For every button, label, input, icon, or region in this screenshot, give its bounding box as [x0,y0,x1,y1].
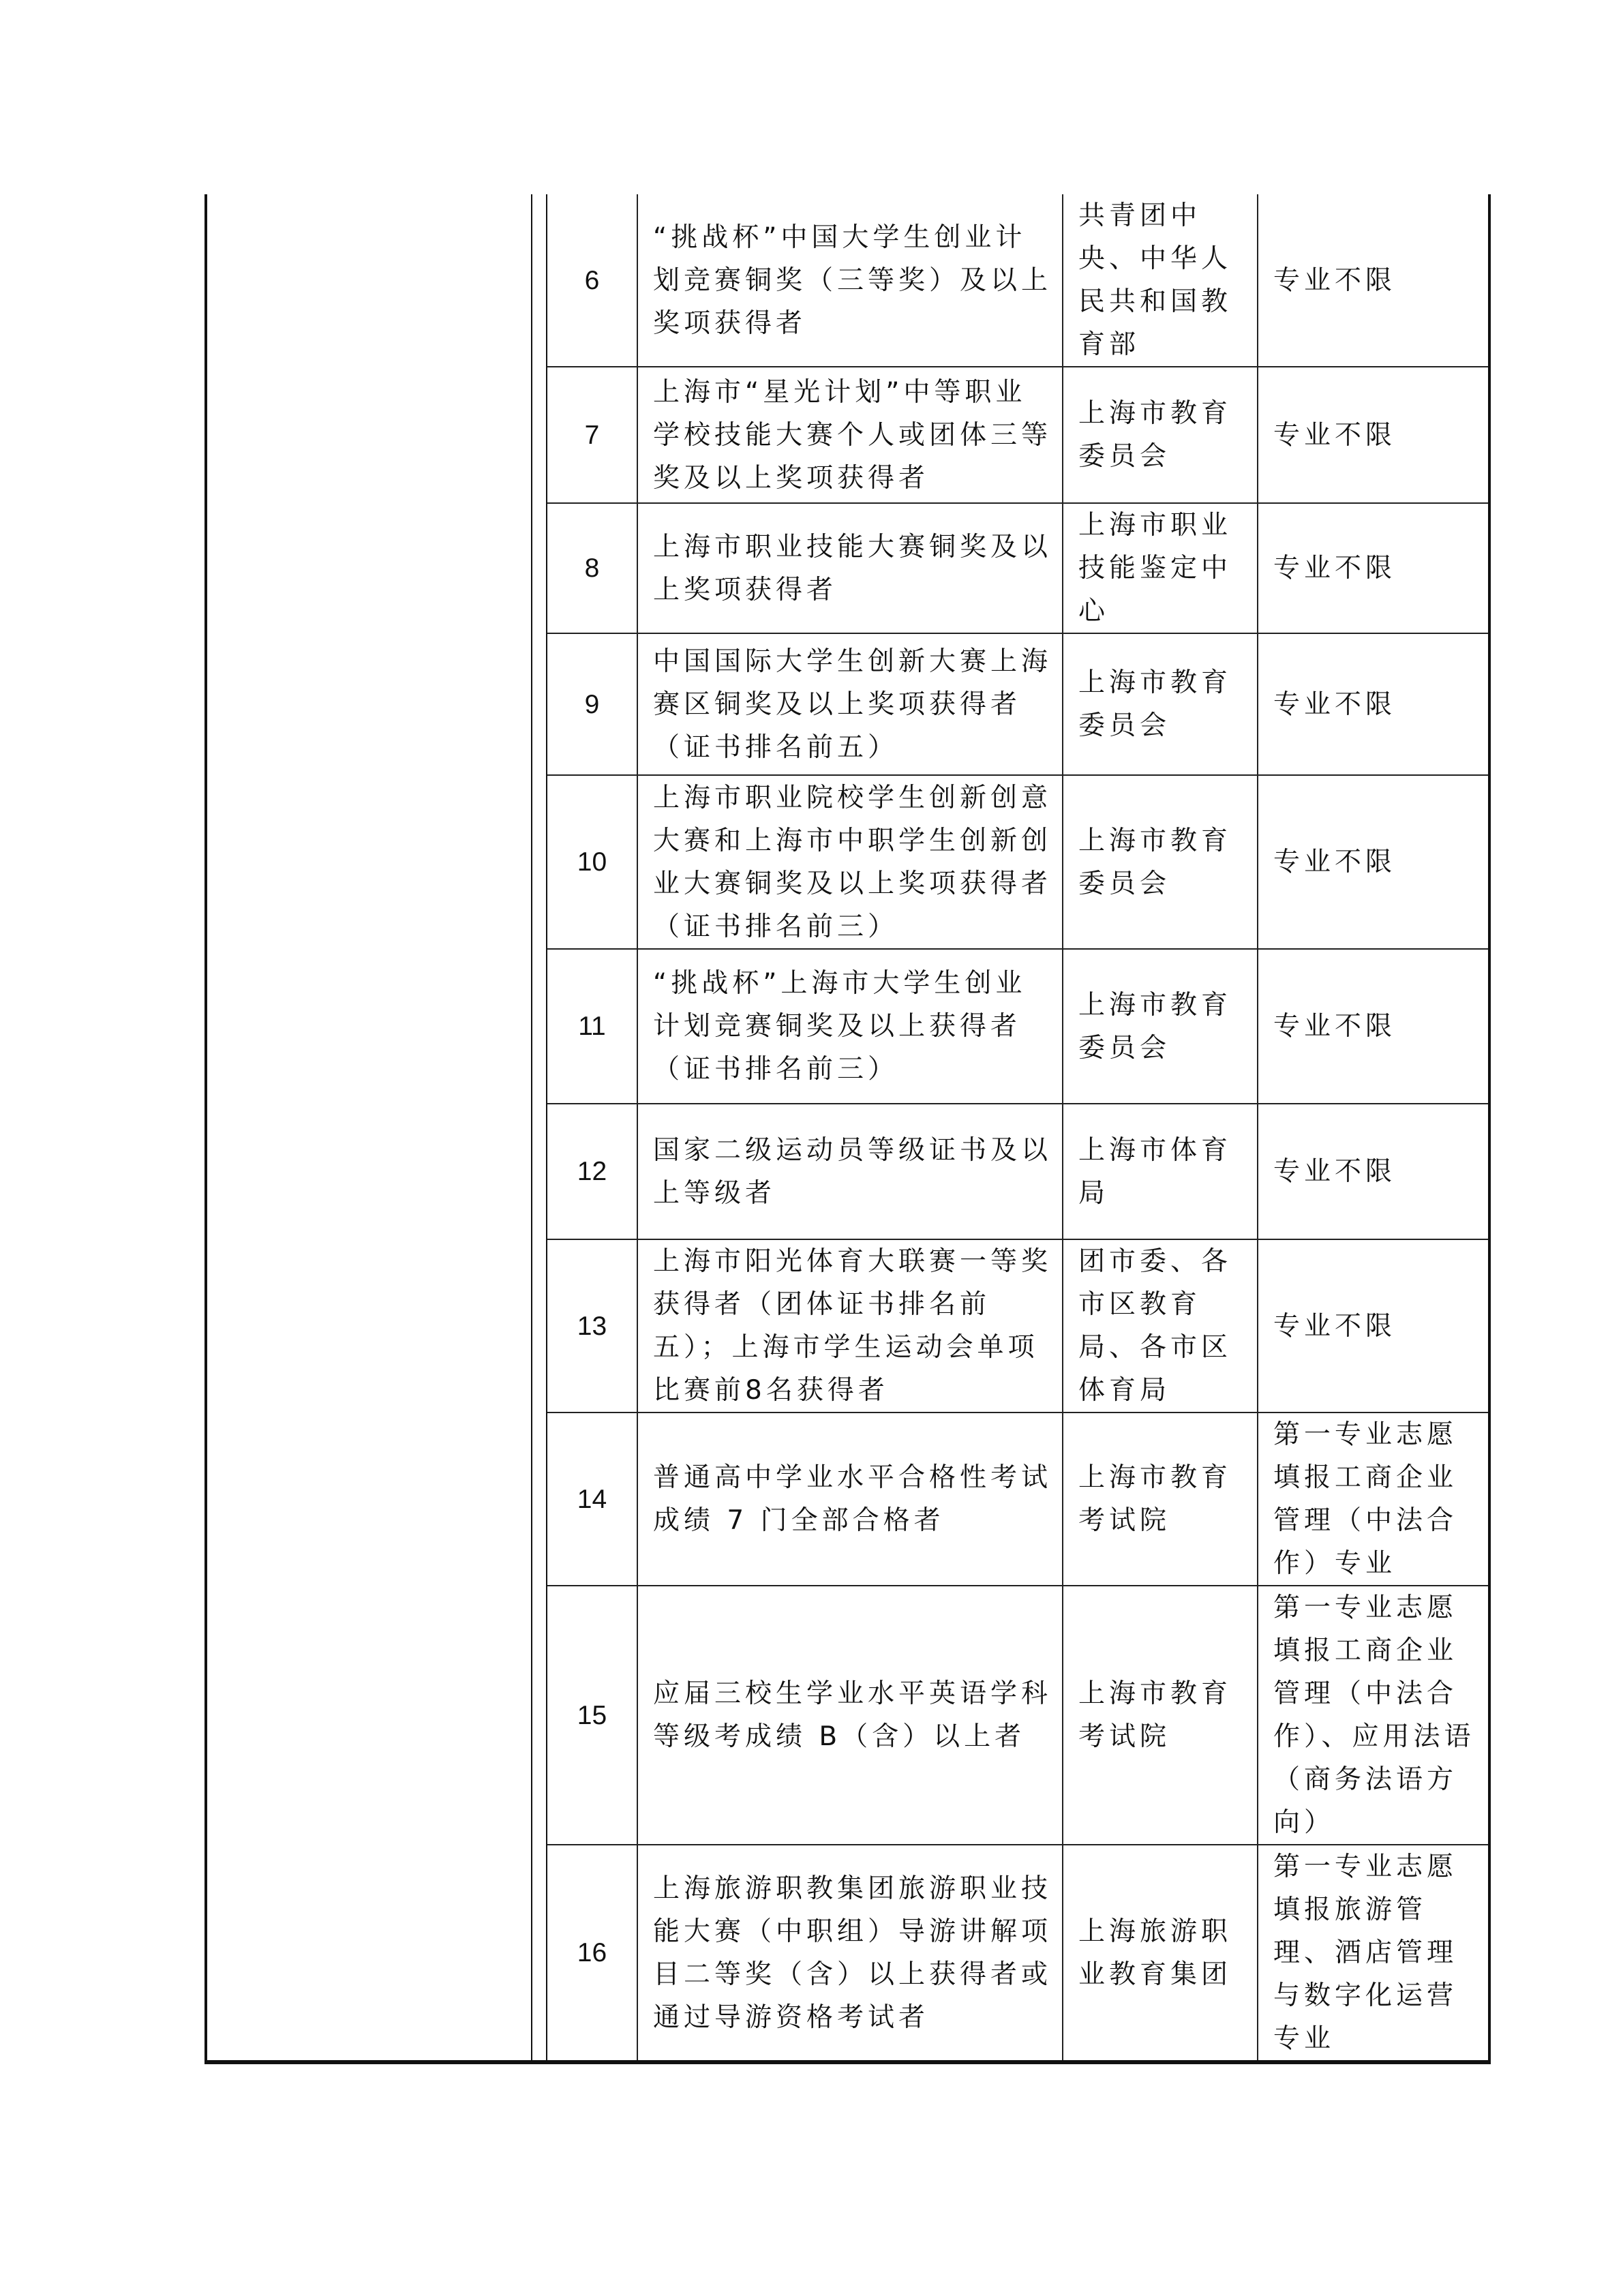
category-column [206,194,532,2062]
row-number: 8 [547,503,637,633]
major-requirement: 专业不限 [1258,194,1489,367]
major-requirement: 第一专业志愿填报旅游管理、酒店管理与数字化运营专业 [1258,1845,1489,2062]
award-name: “挑战杯”中国大学生创业计划竞赛铜奖（三等奖）及以上奖项获得者 [637,194,1063,367]
issuing-organization: 上海市教育委员会 [1063,949,1258,1104]
major-requirement: 专业不限 [1258,775,1489,949]
award-name: 中国国际大学生创新大赛上海赛区铜奖及以上奖项获得者（证书排名前五） [637,633,1063,775]
major-requirement: 专业不限 [1258,1104,1489,1239]
issuing-organization: 上海市教育考试院 [1063,1586,1258,1845]
major-requirement: 专业不限 [1258,367,1489,503]
issuing-organization: 上海旅游职业教育集团 [1063,1845,1258,2062]
issuing-organization: 上海市体育局 [1063,1104,1258,1239]
major-requirement: 专业不限 [1258,1239,1489,1413]
award-name: “挑战杯”上海市大学生创业计划竞赛铜奖及以上获得者（证书排名前三） [637,949,1063,1104]
issuing-organization: 团市委、各市区教育局、各市区体育局 [1063,1239,1258,1413]
major-requirement: 专业不限 [1258,633,1489,775]
major-requirement: 专业不限 [1258,949,1489,1104]
awards-table [204,194,1491,2064]
issuing-organization: 上海市职业技能鉴定中心 [1063,503,1258,633]
award-name: 上海旅游职教集团旅游职业技能大赛（中职组）导游讲解项目二等奖（含）以上获得者或通过导游资格考试者 [637,1845,1063,2062]
award-name: 普通高中学业水平合格性考试成绩 7 门全部合格者 [637,1413,1063,1586]
award-name: 上海市职业技能大赛铜奖及以上奖项获得者 [637,503,1063,633]
issuing-organization: 上海市教育委员会 [1063,367,1258,503]
row-number: 13 [547,1239,637,1413]
row-number: 6 [547,194,637,367]
major-requirement: 专业不限 [1258,503,1489,633]
issuing-organization: 上海市教育委员会 [1063,633,1258,775]
row-number: 15 [547,1586,637,1845]
row-number: 16 [547,1845,637,2062]
award-name: 上海市职业院校学生创新创意大赛和上海市中职学生创新创业大赛铜奖及以上奖项获得者（证书排名前三） [637,775,1063,949]
award-name: 上海市“星光计划”中等职业学校技能大赛个人或团体三等奖及以上奖项获得者 [637,367,1063,503]
issuing-organization: 共青团中央、中华人民共和国教育部 [1063,194,1258,367]
major-requirement: 第一专业志愿填报工商企业管理（中法合作）、应用法语（商务法语方向） [1258,1586,1489,1845]
table-row [206,194,1489,367]
award-name: 上海市阳光体育大联赛一等奖获得者（团体证书排名前五）；上海市学生运动会单项比赛前8名获得者 [637,1239,1063,1413]
issuing-organization: 上海市教育考试院 [1063,1413,1258,1586]
spacer-column [532,194,547,2062]
award-name: 国家二级运动员等级证书及以上等级者 [637,1104,1063,1239]
row-number: 10 [547,775,637,949]
row-number: 9 [547,633,637,775]
row-number: 12 [547,1104,637,1239]
major-requirement: 第一专业志愿填报工商企业管理（中法合作）专业 [1258,1413,1489,1586]
row-number: 11 [547,949,637,1104]
award-name: 应届三校生学业水平英语学科等级考成绩 B（含）以上者 [637,1586,1063,1845]
issuing-organization: 上海市教育委员会 [1063,775,1258,949]
row-number: 14 [547,1413,637,1586]
row-number: 7 [547,367,637,503]
